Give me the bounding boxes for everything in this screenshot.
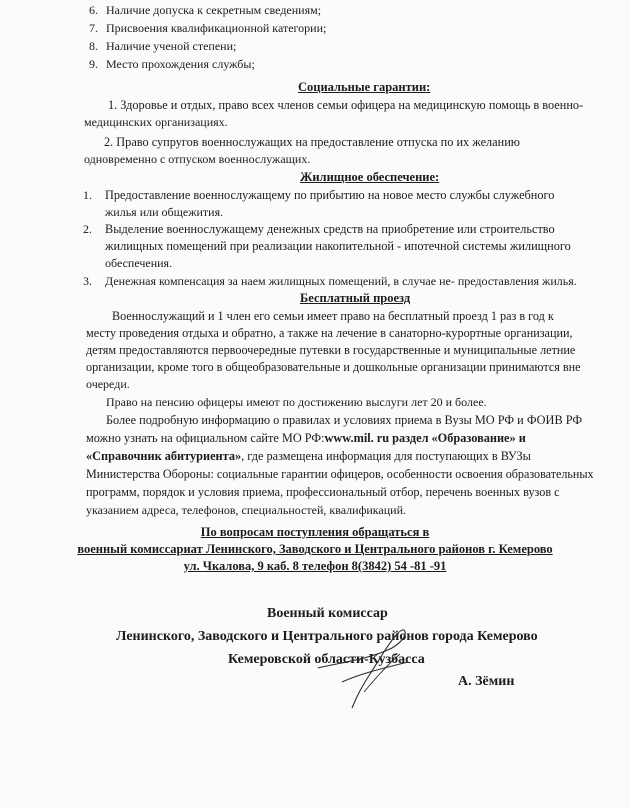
info-line — [86, 431, 526, 446]
housing-item-2-cont: жилищных помещений при реализации накопительной - ипотечной системы жилищного — [105, 239, 571, 253]
pension-text: Право на пенсию офицеры имеют по достижению выслуги лет 20 и более. — [106, 395, 487, 409]
free-travel-heading: Бесплатный проезд — [300, 291, 411, 305]
info-line: указанием адреса, телефонов, специальностей, квалификаций. — [86, 503, 407, 517]
info-line: Министерства Обороны: социальные гарантии офицеров, особенности освоения образовательных — [86, 467, 594, 481]
housing-item-2: Выделение военнослужащему денежных средств на приобретение или строительство — [105, 222, 555, 236]
housing-item-1-cont: жилья или общежития. — [105, 205, 224, 219]
list-number: 6. — [89, 3, 98, 17]
website-reference: www.mil. ru раздел «Образование» и — [324, 431, 526, 445]
info-line: Более подробную информацию о правилах и условиях приема в Вузы МО РФ и ФОИВ РФ — [106, 413, 583, 427]
applicant-guide-reference: «Справочник абитуриента» — [86, 449, 242, 463]
signature-region: Кемеровской области-Кузбасса — [228, 652, 425, 667]
signature-office: Ленинского, Заводского и Центрального районов города Кемерово — [116, 629, 538, 644]
travel-paragraph-line: организации, кроме того в общеобразовательные и дошкольные организации принимаются вне — [86, 360, 581, 374]
list-number: 9. — [89, 57, 98, 71]
info-text: можно узнать на официальном сайте МО РФ: — [86, 431, 325, 445]
social-item-1: 1. Здоровье и отдых, право всех членов семьи офицера на медицинскую помощь в военно- — [108, 98, 584, 112]
housing-item-1: Предоставление военнослужащему по прибытию на новое место службы служебного — [105, 188, 555, 202]
housing-item-2-cont: обеспечения. — [105, 256, 173, 270]
list-number: 3. — [83, 274, 92, 288]
list-item: Место прохождения службы; — [106, 57, 255, 71]
social-item-2-cont: одновременно с отпуском военнослужащих. — [84, 152, 311, 166]
travel-paragraph-line: Военнослужащий и 1 член его семьи имеет право на бесплатный проезд 1 раз в год к — [112, 309, 554, 323]
social-guarantees-heading: Социальные гарантии: — [298, 80, 431, 94]
contact-line: По вопросам поступления обращаться в — [200, 525, 430, 539]
travel-paragraph-line: очереди. — [86, 377, 130, 391]
list-number: 8. — [89, 39, 98, 53]
signature-title: Военный комиссар — [267, 606, 388, 621]
travel-paragraph-line: месту проведения отдыха и обратно, а также на лечение в санаторно-курортные организации, — [86, 326, 573, 340]
handwritten-signature — [312, 622, 422, 712]
housing-heading: Жилищное обеспечение: — [300, 170, 440, 184]
list-number: 7. — [89, 21, 98, 35]
info-text: , где размещена информация для поступающих в ВУЗы — [241, 449, 531, 463]
list-number: 2. — [83, 222, 92, 236]
info-line — [86, 449, 531, 464]
signatory-name: А. Зёмин — [458, 674, 515, 689]
list-number: 1. — [83, 188, 92, 202]
travel-paragraph-line: детям предоставляются первоочередные путевки в государственные и муниципальные летние — [86, 343, 576, 357]
list-item: Наличие ученой степени; — [106, 39, 237, 53]
social-item-2: 2. Право супругов военнослужащих на предоставление отпуска по их желанию — [104, 135, 520, 149]
contact-line: военный комиссариат Ленинского, Заводского и Центрального районов г. Кемерово — [77, 542, 553, 556]
list-item: Присвоения квалификационной категории; — [106, 21, 327, 35]
list-item: Наличие допуска к секретным сведениям; — [106, 3, 322, 17]
info-line: программ, порядок и условия приема, профессиональный отбор, перечень военных вузов с — [86, 485, 560, 499]
social-item-1-cont: медицинских организациях. — [84, 115, 228, 129]
housing-item-3: Денежная компенсация за наем жилищных помещений, в случае не- предоставления жилья. — [105, 274, 577, 288]
contact-line: ул. Чкалова, 9 каб. 8 телефон 8(3842) 54 -81 -91 — [183, 559, 447, 573]
